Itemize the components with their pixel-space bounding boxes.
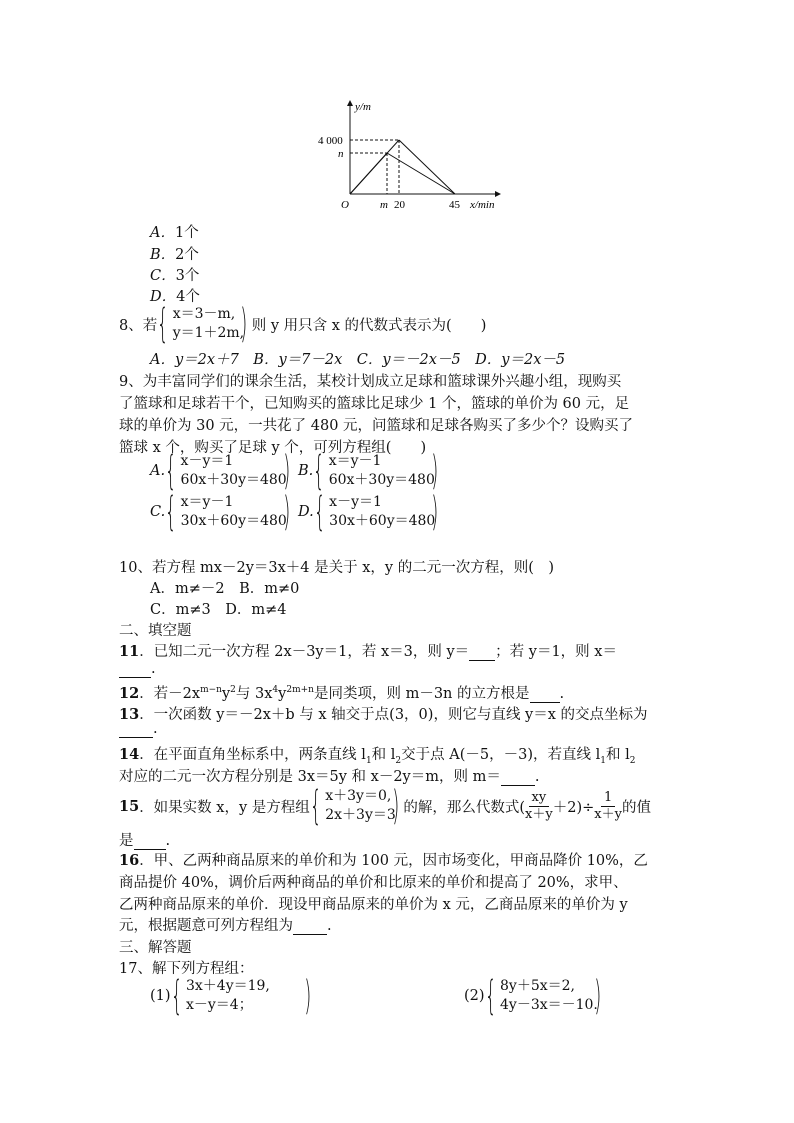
- y-axis-label: y/m: [355, 101, 371, 113]
- x-axis-label: x/min: [470, 199, 495, 211]
- q8-system: x＝3－m, y＝1＋2m,: [172, 306, 245, 341]
- origin-label: O: [341, 199, 349, 211]
- y-arrow: [347, 100, 353, 106]
- q14: 14．在平面直角坐标系中，两条直线 $l_1$和 $l_2$交于点 A(－5，－3)，若直线 $l_1$和 $l_2$: [119, 746, 636, 766]
- q9-c-system: x＝y－1 30x＋60y＝480: [180, 494, 287, 529]
- q9-line-4: 篮球 x 个，购买了足球 y 个，可列方程组( ): [119, 440, 427, 456]
- q17-2-system: 8y＋5x＝2, 4y－3x＝－10.: [500, 978, 598, 1013]
- q13: 13．一次函数 y＝－2x＋b 与 x 轴交于点(3，0)，则它与直线 y＝x 的交点坐标为: [119, 706, 648, 723]
- left-brace: {: [309, 783, 322, 829]
- left-brace: {: [313, 448, 325, 494]
- left-brace: {: [484, 973, 497, 1019]
- y-tick-n: n: [338, 148, 344, 160]
- q17-stem: 17、解下列方程组：: [119, 961, 254, 977]
- q15: 15 ．如果实数 x，y 是方程组 { x＋3y＝0, 2x＋3y＝3 ) 的解，那么代数式( $\frac{xy}{x+y}$ ＋2)÷ $\frac{1}{x+y}$ 的值: [119, 783, 651, 829]
- q9-option-b: B. { x＝y－1 60x＋30y＝480 ): [298, 448, 439, 494]
- q16-line-4: 元，根据题意可列方程组为 .: [119, 918, 332, 934]
- q16-line-1: 16．甲、乙两种商品原来的单价和为 100 元，因市场变化，甲商品降价 10%，乙: [119, 852, 648, 869]
- line-4: [387, 153, 455, 194]
- answer-blank: [119, 721, 153, 738]
- q9-d-system: x－y＝1 30x＋60y＝480: [329, 494, 436, 529]
- q10-options-2: C．m≠3 D．m≠4: [150, 602, 287, 618]
- q10-options-1: A．m≠－2 B．m≠0: [150, 581, 300, 597]
- answer-blank: [530, 686, 560, 703]
- line-2: [399, 140, 455, 194]
- q7-option-d: D．4个: [150, 289, 200, 305]
- line-3: [350, 153, 387, 194]
- q12: 12．若$-2x^{m-n}y^2$与 $3x^4y^{2m+n}$是同类项，则 m－3n 的立方根是 .: [119, 685, 565, 702]
- right-brace: ): [431, 489, 439, 535]
- left-brace: {: [313, 489, 326, 535]
- q9-option-d: D. { x－y＝1 30x＋60y＝480 ): [298, 489, 439, 535]
- q9-b-system: x＝y－1 60x＋30y＝480: [328, 453, 435, 488]
- q9-line-2: 了篮球和足球若干个，已知购买的篮球比足球少 1 个，篮球的单价为 60 元，足: [119, 396, 630, 412]
- x-arrow: [495, 191, 501, 197]
- q8-stem: 8、若 { x＝3－m, y＝1＋2m, ) 则 y 用只含 x 的代数式表示为( ): [119, 301, 487, 347]
- right-brace: ): [392, 783, 400, 829]
- right-brace: ): [431, 448, 439, 494]
- q9-option-a: A. { x－y＝1 60x＋30y＝480 ): [150, 448, 291, 494]
- q15-line-2: 是 .: [119, 833, 171, 849]
- q7-option-a: A．1个: [150, 225, 199, 241]
- q7-option-b: B．2个: [150, 247, 199, 263]
- q11-line-2: .: [119, 661, 156, 678]
- q16-line-2: 商品提价 40%，调价后两种商品的单价和比原来的单价和提高了 20%，求甲、: [119, 875, 628, 891]
- answer-blank: [501, 769, 535, 786]
- fraction-xy: $\frac{xy}{x+y}$: [525, 789, 553, 822]
- answer-blank: [293, 918, 327, 935]
- q11: 11．已知二元一次方程 2x－3y＝1，若 x＝3，则 y＝ ；若 y＝1，则 x＝: [119, 643, 617, 660]
- x-tick-m: m: [380, 199, 388, 211]
- section-2-heading: 二、填空题: [119, 623, 192, 639]
- q17-1-system: 3x＋4y＝19, x－y＝4；: [186, 978, 270, 1013]
- section-3-heading: 三、解答题: [119, 940, 192, 956]
- right-brace: ): [304, 973, 312, 1019]
- q13-line-2: .: [119, 721, 158, 738]
- q9-a-system: x－y＝1 60x＋30y＝480: [180, 453, 287, 488]
- x-tick-20: 20: [394, 199, 405, 211]
- answer-blank: [134, 833, 166, 850]
- right-brace: ): [594, 973, 602, 1019]
- q8-options: A．y＝2x＋7 B．y＝7－2x C．y＝－2x－5 D．y＝2x－5: [150, 352, 566, 368]
- x-tick-45: 45: [449, 199, 460, 211]
- q17-part-2: (2) { 8y＋5x＝2, 4y－3x＝－10. ): [464, 973, 602, 1019]
- left-brace: {: [170, 973, 183, 1019]
- right-brace: ): [240, 301, 248, 347]
- left-brace: {: [165, 489, 177, 535]
- left-brace: {: [157, 301, 169, 347]
- fraction-one: $\frac{1}{x+y}$: [594, 789, 622, 822]
- y-tick-4000: 4 000: [318, 135, 343, 147]
- right-brace: ): [283, 489, 291, 535]
- q7-option-c: C．3个: [150, 268, 200, 284]
- left-brace: {: [165, 448, 177, 494]
- right-brace: ): [282, 448, 291, 494]
- q9-line-3: 球的单价为 30 元，一共花了 480 元，问篮球和足球各购买了多少个？设购买了: [119, 418, 634, 434]
- answer-blank: [469, 644, 495, 661]
- q9-line-1: 9、为丰富同学们的课余生活，某校计划成立足球和篮球课外兴趣小组，现购买: [119, 374, 622, 390]
- distance-time-graph: [318, 98, 510, 213]
- q15-system: x＋3y＝0, 2x＋3y＝3: [325, 788, 396, 823]
- q17-part-1: (1) { 3x＋4y＝19, x－y＝4； ): [150, 973, 312, 1019]
- q16-line-3: 乙两种商品原来的单价．现设甲商品原来的单价为 x 元，乙商品原来的单价为 y: [119, 897, 628, 913]
- q10-stem: 10、若方程 mx－2y＝3x＋4 是关于 x，y 的二元一次方程，则( ): [119, 560, 555, 576]
- q9-option-c: C. { x＝y－1 30x＋60y＝480 ): [150, 489, 291, 535]
- answer-blank: [119, 661, 151, 678]
- q14-line-2: 对应的二元一次方程分别是 3x＝5y 和 x－2y＝m，则 m＝ .: [119, 769, 540, 785]
